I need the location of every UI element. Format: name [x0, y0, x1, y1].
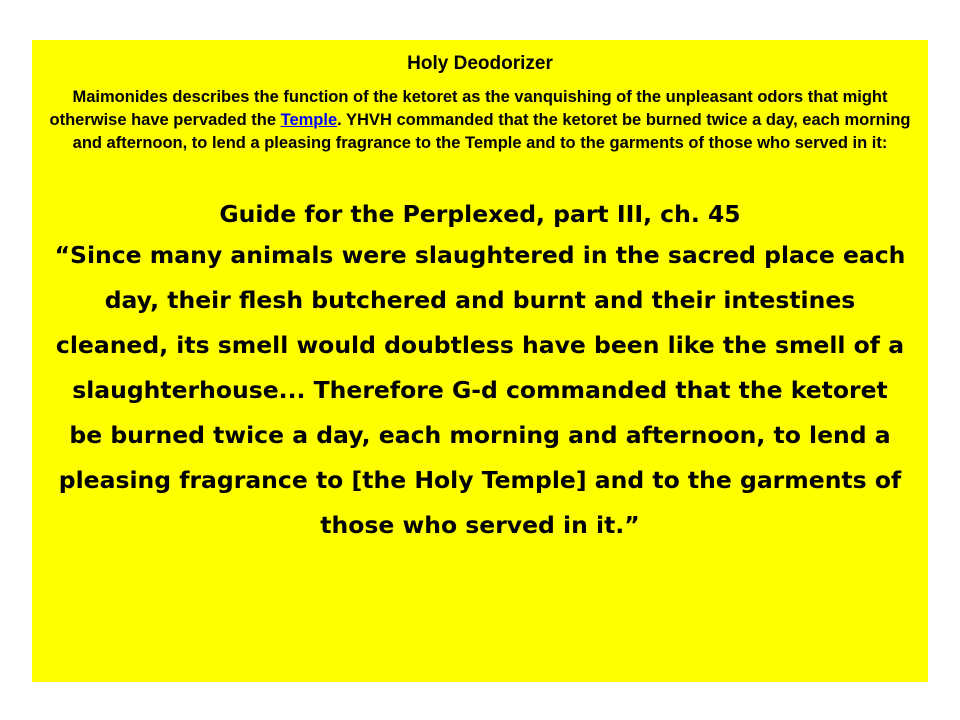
- temple-link[interactable]: Temple: [280, 111, 338, 129]
- citation-heading: Guide for the Perplexed, part III, ch. 45: [219, 200, 741, 228]
- intro-text-before-link: Maimonides describes the function of the ketoret as the vanquishing of the unpleasant odors that might otherwise have pervaded the: [49, 88, 888, 129]
- slide-content-box: [32, 40, 928, 682]
- intro-paragraph: [46, 86, 914, 155]
- quote-text: “Since many animals were slaughtered in the sacred place each day, their flesh butchered and burnt and their intestines cleaned, its smell would doubtless have been like the smell of a slaughterhouse... Therefore G-d commanded that the ketoret be burned twice a day, each morning and afternoon, to lend a pleasing fragrance to [the Holy Temple] and to the garments of those who served in it.”: [54, 241, 906, 539]
- slide-title: Holy Deodorizer: [407, 53, 553, 74]
- intro-text-after-link: . YHVH commanded that the ketoret be burned twice a day, each morning and afternoon, to lend a pleasing fragrance to the Temple and to the garments of those who served in it:: [72, 111, 911, 152]
